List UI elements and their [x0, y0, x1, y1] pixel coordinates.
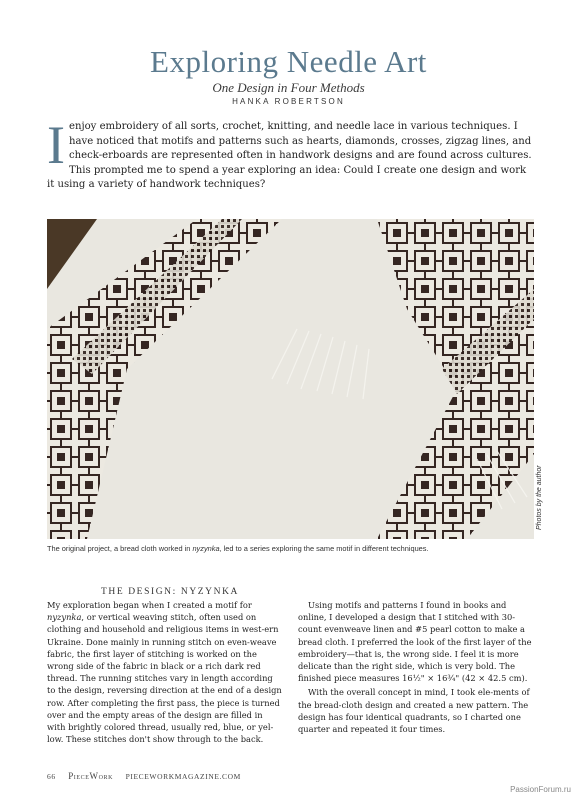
- page-footer: [47, 771, 347, 781]
- embroidery-illustration: [47, 219, 534, 539]
- article-title: Exploring Needle Art: [150, 44, 427, 79]
- intro-paragraph: [47, 115, 534, 193]
- caption-text-end: , led to a series exploring the same motif in different techniques.: [219, 544, 429, 553]
- photo-credit: Photos by the author: [536, 465, 543, 530]
- intro-text: enjoy embroidery of all sorts, crochet, knitting, and needle lace in various techniques. I have noticed that motifs and patterns such as hearts, diamonds, crosses, zigzag lines, and check-erboards are represented often in handwork designs and are found across cultures. This prompted me to spend a year exploring an idea: Could I create one design and work it using a variety of handwork techniques?: [47, 121, 532, 191]
- author-byline: HANKA ROBERTSON: [232, 97, 345, 106]
- right-paragraph-1: Using motifs and patterns I found in books and online, I developed a design that I stitched with 30-count evenweave linen and #5 pearl cotton to make a bread cloth. I preferred the look of the first layer of the embroidery—that is, the wrong side. I feel it is more delicate than the right side, which is very bold. The finished piece measures 16½" × 16¾" (42 × 42.5 cm).: [298, 600, 532, 684]
- left-text: My exploration began when I created a motif for: [47, 600, 252, 610]
- left-text-end: , or vertical weaving stitch, often used on clothing and household and religious items in west-ern Ukraine. Done mainly in running stitch on even-weave fabric, the first layer of stitching is worked on the wrong side of the fabric in black or a rich dark red thread. The running stitches vary in length according to the design, reversing direction at the end of a design row. After completing the first pass, the piece is turned over and the empty areas of the design are filled in with brightly colored thread, usually red, blue, or yel-low. These stitches don't show through to the back.: [47, 612, 282, 745]
- page-number: 66: [47, 772, 56, 781]
- caption-text: The original project, a bread cloth worked in: [47, 544, 193, 553]
- bread-cloth-photo: [47, 219, 534, 539]
- left-italic: nyzynka: [47, 612, 82, 623]
- watermark: PassionForum.ru: [510, 785, 571, 794]
- left-column: [47, 599, 283, 745]
- caption-italic: nyzynka: [192, 544, 220, 553]
- left-paragraph: [47, 599, 283, 745]
- drop-cap: I: [47, 115, 65, 175]
- photo-caption: [47, 544, 534, 553]
- magazine-website: PIECEWORKMAGAZINE.COM: [125, 772, 241, 781]
- right-paragraph-2: With the overall concept in mind, I took ele-ments of the bread-cloth design and created a new pattern. The design has four identical quadrants, so I charted one quarter and repeated it four times.: [298, 687, 530, 735]
- section-heading: THE DESIGN: NYZYNKA: [100, 587, 240, 597]
- right-column: [298, 599, 534, 735]
- article-subtitle: One Design in Four Methods: [212, 80, 365, 95]
- magazine-name: PieceWork: [68, 771, 114, 781]
